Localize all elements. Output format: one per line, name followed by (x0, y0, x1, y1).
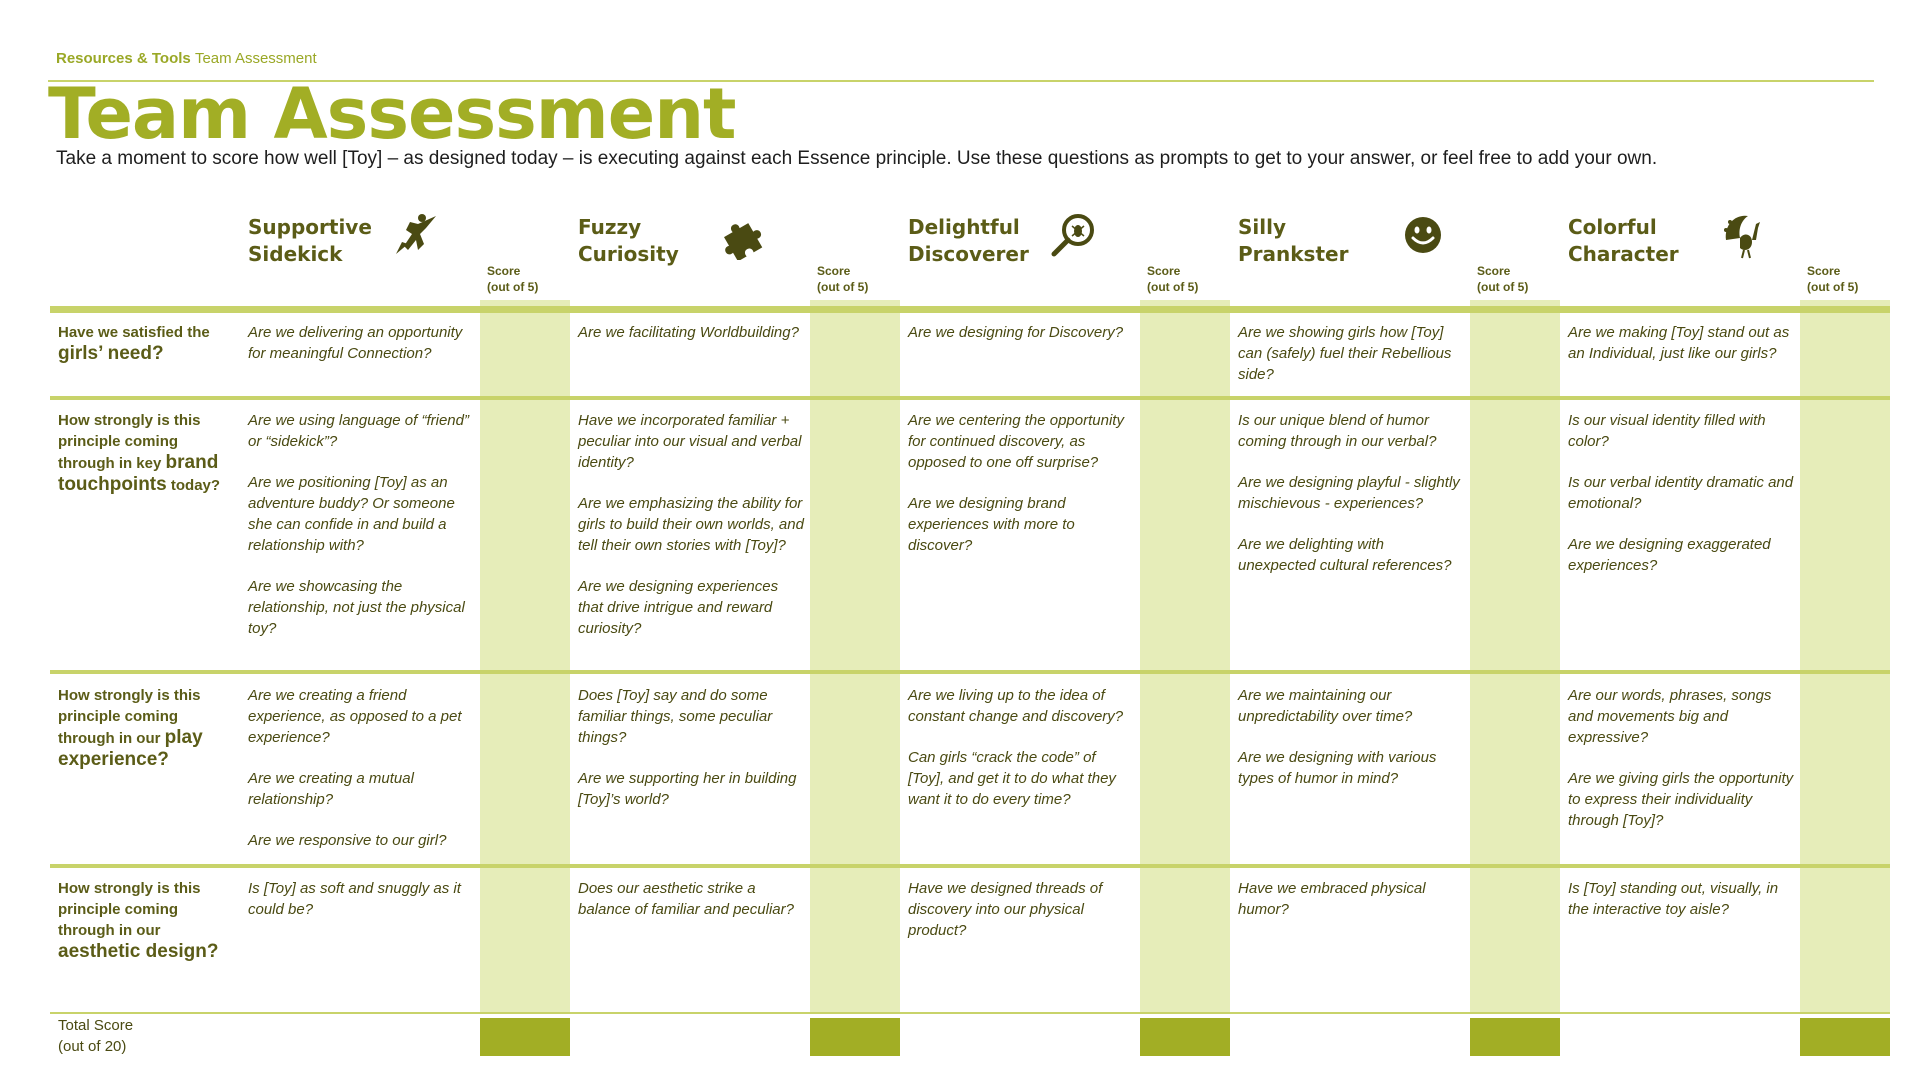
magnifier-bug-icon (1048, 210, 1098, 260)
breadcrumb (56, 50, 317, 67)
principle-header-5 (1568, 200, 1798, 300)
question-cell: Does [Toy] say and do some familiar things, some peculiar things? Are we supporting her in building [Toy]’s world? (578, 687, 797, 808)
breadcrumb-current: Team Assessment (194, 50, 317, 67)
score-header-5: Score (out of 5) (1807, 264, 1859, 294)
score-column-5[interactable] (1800, 300, 1890, 1012)
row-label-play-experience: How strongly is this principle coming through in our play experience? (58, 687, 203, 770)
row-divider (50, 306, 1890, 313)
question-cell: Is our visual identity filled with color? Is our verbal identity dramatic and emotional? Are we designing exaggerated experiences? (1568, 412, 1794, 574)
superhero-icon (388, 210, 438, 260)
total-score-box-3[interactable] (1140, 1018, 1230, 1056)
question-cell: Are our words, phrases, songs and movements big and expressive? Are we giving girls the opportunity to express their individuality through [Toy]? (1568, 687, 1794, 829)
principle-header-3 (908, 200, 1138, 300)
question-cell: Are we making [Toy] stand out as an Individual, just like our girls? (1568, 324, 1790, 362)
principle-name: Fuzzy Curiosity (578, 215, 679, 266)
row-label-brand-touchpoints: How strongly is this principle coming through in key brand touchpoints today? (58, 412, 221, 495)
question-cell: Are we delivering an opportunity for meaningful Connection? (248, 324, 463, 362)
question-cell: Have we embraced physical humor? (1238, 880, 1426, 918)
total-score-box-1[interactable] (480, 1018, 570, 1056)
question-cell: Are we centering the opportunity for continued discovery, as opposed to one off surprise? Are we designing brand experiences with more to discover? (908, 412, 1124, 554)
row-label-girls-need: Have we satisfied the girls’ need? (58, 324, 210, 364)
row-divider (50, 670, 1890, 674)
question-cell: Are we maintaining our unpredictability over time? Are we designing with various types of humor in mind? (1238, 687, 1437, 787)
score-column-4[interactable] (1470, 300, 1560, 1012)
total-score-box-5[interactable] (1800, 1018, 1890, 1056)
principle-name: Delightful Discoverer (908, 215, 1029, 266)
principle-header-1 (248, 200, 478, 300)
row-divider (50, 1012, 1890, 1014)
row-divider (50, 396, 1890, 400)
score-column-1[interactable] (480, 300, 570, 1012)
principle-name: Colorful Character (1568, 215, 1679, 266)
total-score-label: Total Score (out of 20) (58, 1017, 134, 1055)
question-cell: Are we creating a friend experience, as opposed to a pet experience? Are we creating a mutual relationship? Are we responsive to our girl? (248, 687, 462, 849)
row-label-aesthetic-design: How strongly is this principle coming through in our aesthetic design? (58, 880, 219, 962)
question-cell: Are we using language of “friend” or “sidekick”? Are we positioning [Toy] as an adventure buddy? Or someone she can confide in and build a relationship with? Are we showcasing the relationship, not just the physical toy? (248, 412, 469, 637)
question-cell: Are we living up to the idea of constant change and discovery? Can girls “crack the code” of [Toy], and get it to do what they want it to do every time? (908, 687, 1124, 808)
breadcrumb-section[interactable]: Resources & Tools (56, 50, 191, 67)
score-column-3[interactable] (1140, 300, 1230, 1012)
question-cell: Is [Toy] as soft and snuggly as it could be? (248, 880, 461, 918)
page-title: Team Assessment (48, 73, 736, 155)
total-score-box-4[interactable] (1470, 1018, 1560, 1056)
question-cell: Is our unique blend of humor coming through in our verbal? Are we designing playful - slightly mischievous - experiences? Are we delighting with unexpected cultural references? (1238, 412, 1460, 574)
question-cell: Are we facilitating Worldbuilding? (578, 324, 799, 341)
question-cell: Are we showing girls how [Toy] can (safely) fuel their Rebellious side? (1238, 324, 1452, 383)
principle-name: Supportive Sidekick (248, 215, 372, 266)
question-cell: Does our aesthetic strike a balance of familiar and peculiar? (578, 880, 794, 918)
total-score-box-2[interactable] (810, 1018, 900, 1056)
score-header-1: Score (out of 5) (487, 264, 539, 294)
principle-header-2 (578, 200, 808, 300)
question-cell: Have we designed threads of discovery into our physical product? (908, 880, 1103, 939)
principle-name: Silly Prankster (1238, 215, 1349, 266)
principle-header-4 (1238, 200, 1468, 300)
question-cell: Is [Toy] standing out, visually, in the interactive toy aisle? (1568, 880, 1779, 918)
question-cell: Are we designing for Discovery? (908, 324, 1124, 341)
question-cell: Have we incorporated familiar + peculiar into our visual and verbal identity? Are we emphasizing the ability for girls to build their own worlds, and tell their own stories with [Toy]? Are we designing experiences that drive intrigue and reward curiosity? (578, 412, 804, 637)
puzzle-piece-icon (718, 210, 768, 260)
score-header-4: Score (out of 5) (1477, 264, 1529, 294)
intro-text: Take a moment to score how well [Toy] – as designed today – is executing against each Essence principle. Use these questions as prompts to get to your answer, or feel free to add your own. (56, 148, 1658, 169)
score-column-2[interactable] (810, 300, 900, 1012)
peacock-icon (1718, 210, 1768, 260)
smiley-icon (1398, 210, 1448, 260)
score-header-3: Score (out of 5) (1147, 264, 1199, 294)
score-header-2: Score (out of 5) (817, 264, 869, 294)
